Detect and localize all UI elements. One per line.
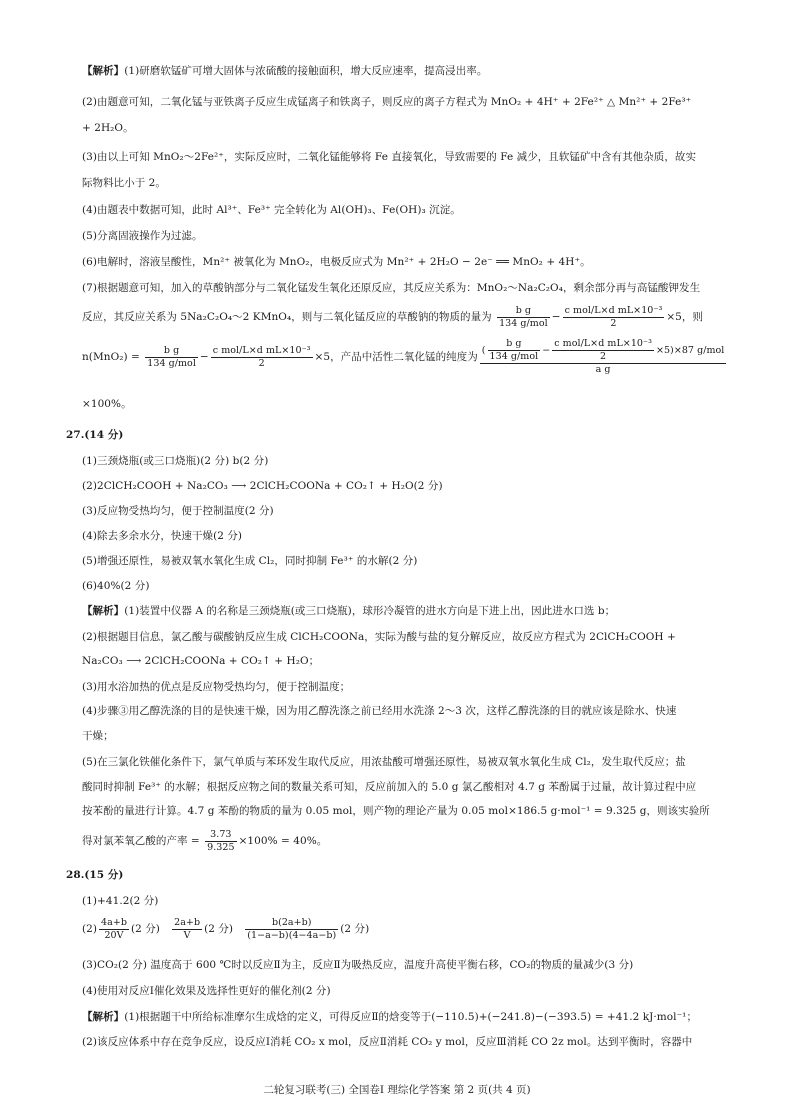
answer-line-formula	[82, 912, 722, 946]
analysis-line: (7)根据题意可知，加入的草酸钠部分与二氧化锰发生氧化还原反应，其反应关系为：MnO₂～Na₂C₂O₄，剩余部分再与高锰酸钾发生	[82, 282, 701, 294]
fraction-numerator: 3.73	[205, 829, 236, 842]
score-text: (2 分)	[340, 923, 370, 935]
analysis-line: + 2H₂O。	[82, 122, 134, 134]
fraction-numerator: b g	[497, 305, 550, 318]
analysis-line: (2)由题意可知，二氧化锰与亚铁离子反应生成锰离子和铁离子，则反应的离子方程式为 MnO₂ + 4H⁺ + 2Fe²⁺ △ Mn²⁺ + 2Fe³⁺	[82, 96, 692, 108]
answer-line: (2)2ClCH₂COOH + Na₂CO₃ ⟶ 2ClCH₂COONa + CO₂↑ + H₂O(2 分)	[82, 480, 443, 492]
formula-text: ×5，产品中活性二氧化锰的纯度为	[314, 351, 478, 363]
answer-line: (1)+41.2(2 分)	[82, 895, 159, 907]
analysis-text: 【解析】(1)研磨软锰矿可增大固体与浓硫酸的接触面积，增大反应速率，提高浸出率。	[82, 65, 488, 77]
answer-line: (5)增强还原性，易被双氧水氧化生成 Cl₂，同时抑制 Fe³⁺ 的水解(2 分)	[82, 555, 418, 567]
fraction-denominator: 2	[258, 357, 265, 369]
analysis-line: 【解析】(1)根据题干中所给标准摩尔生成焓的定义，可得反应Ⅱ的焓变等于(−110.5)+(−241.8)−(−393.5) = +41.2 kJ·mol⁻¹；	[82, 1011, 697, 1023]
yield-fraction	[205, 829, 236, 854]
formula-text: n(MnO₂) =	[82, 351, 144, 363]
fraction-denominator: 134 g/mol	[147, 357, 196, 369]
analysis-line: (4)由题表中数据可知，此时 Al³⁺、Fe³⁺ 完全转化为 Al(OH)₃、Fe(OH)₃ 沉淀。	[82, 204, 461, 216]
fraction-numerator: ( $\frac{\text{b g}}{\text{134 g/mol}}$ − $\frac{\text{c mol/L×d mL×10⁻³}}{2}$ ×5)×87 g/mol	[481, 338, 725, 362]
fraction	[563, 305, 665, 330]
fraction-numerator: 4a+b	[101, 916, 127, 928]
analysis-line: 【解析】(1)装置中仪器 A 的名称是三颈烧瓶(或三口烧瓶)，球形冷凝管的进水方向是下进上出，因此进水口选 b；	[82, 605, 616, 617]
purity-fraction	[480, 338, 727, 376]
fraction-denominator: 20V	[104, 929, 124, 941]
answer-line: (4)除去多余水分，快速干燥(2 分)	[82, 530, 243, 542]
fraction-denominator: (1−a−b)(4−4a−b)	[247, 929, 337, 941]
score-text: (2 分)	[204, 923, 234, 935]
analysis-line: 按苯酚的量进行计算。4.7 g 苯酚的物质的量为 0.05 mol，则产物的理论产量为 0.05 mol×186.5 g·mol⁻¹ = 9.325 g，则该实验所	[82, 805, 710, 817]
analysis-label: 【解析】	[82, 1011, 125, 1023]
score-text: (2 分)	[130, 923, 160, 935]
analysis-line: (6)电解时，溶液呈酸性，Mn²⁺ 被氧化为 MnO₂，电极反应式为 Mn²⁺ + 2H₂O − 2e⁻ ══ MnO₂ + 4H⁺。	[82, 256, 591, 268]
fraction-numerator: 2a+b	[174, 916, 201, 928]
analysis-line-formula	[82, 826, 722, 856]
analysis-line: (5)在三氯化铁催化条件下，氯气单质与苯环发生取代反应，用浓盐酸可增强还原性，易被双氧水氧化生成 Cl₂，发生取代反应；盐	[82, 756, 686, 768]
formula-text: 得对氯苯氧乙酸的产率 =	[82, 835, 204, 847]
fraction-numerator: c mol/L×d mL×10⁻³	[554, 338, 652, 349]
answer-line: (6)40%(2 分)	[82, 580, 150, 592]
fraction-denominator: 2	[600, 351, 607, 362]
analysis-line: (2)该反应体系中存在竞争反应，设反应Ⅰ消耗 CO₂ x mol，反应Ⅱ消耗 CO₂ y mol，反应Ⅲ消耗 CO 2z mol。达到平衡时，容器中	[82, 1036, 693, 1048]
analysis-line: 酸同时抑制 Fe³⁺ 的水解；根据反应物之间的数量关系可知，反应前加入的 5.0 g 氯乙酸相对 4.7 g 苯酚属于过量，故计算过程中应	[82, 781, 697, 793]
fraction-denominator: 2	[610, 317, 617, 329]
page-footer: 二轮复习联考(三) 全国卷Ⅰ 理综化学答案 第 2 页(共 4 页)	[263, 1084, 531, 1096]
fraction	[245, 917, 338, 942]
answer-line: (3)反应物受热均匀，便于控制温度(2 分)	[82, 505, 274, 517]
analysis-line: (4)步骤③用乙醇洗涤的目的是快速干燥，因为用乙醇洗涤之前已经用水洗涤 2～3 次，这样乙醇洗涤的目的就应该是除水、快速	[82, 705, 677, 717]
analysis-line: (2)根据题目信息，氯乙酸与碳酸钠反应生成 ClCH₂COONa，实际为酸与盐的复分解反应，故反应方程式为 2ClCH₂COOH +	[82, 631, 676, 643]
fraction-numerator: b(2a+b)	[245, 917, 338, 930]
formula-text: 反应，其反应关系为 5Na₂C₂O₄～2 KMnO₄，则与二氧化锰反应的草酸钠的物质的量为	[82, 311, 492, 323]
fraction-numerator: b g	[145, 345, 198, 358]
fraction	[145, 345, 198, 370]
formula-text: ×100% = 40%。	[238, 835, 328, 847]
answer-line: (1)三颈烧瓶(或三口烧瓶)(2 分) b(2 分)	[82, 455, 269, 467]
analysis-line: (3)由以上可知 MnO₂～2Fe²⁺，实际反应时，二氧化锰能够将 Fe 直接氧化，导致需要的 Fe 减少，且软锰矿中含有其他杂质，故实	[82, 151, 696, 163]
fraction-denominator: a g	[595, 364, 611, 375]
analysis-label: 【解析】	[82, 605, 125, 617]
answer-line: (3)CO₂(2 分) 温度高于 600 ℃时以反应Ⅱ为主，反应Ⅱ为吸热反应，温度升高使平衡右移，CO₂的物质的量减少(3 分)	[82, 959, 634, 971]
formula-text: (2)	[82, 923, 98, 935]
fraction-numerator: c mol/L×d mL×10⁻³	[212, 344, 311, 356]
fraction-denominator: 134 g/mol	[489, 351, 539, 362]
fraction-numerator: c mol/L×d mL×10⁻³	[564, 304, 663, 316]
analysis-line: 干燥；	[82, 730, 114, 742]
fraction	[497, 305, 550, 330]
fraction-numerator: b g	[488, 338, 541, 351]
question-heading-28: 28.(15 分)	[66, 869, 124, 881]
fraction	[99, 917, 129, 942]
fraction-denominator: 134 g/mol	[499, 317, 548, 329]
formula-text: ×87 g/mol	[673, 345, 725, 356]
fraction	[172, 917, 202, 942]
analysis-line	[82, 64, 722, 79]
analysis-line: Na₂CO₃ ⟶ 2ClCH₂COONa + CO₂↑ + H₂O；	[82, 655, 320, 667]
analysis-line-formula: 反应，其反应关系为 5Na₂C₂O₄～2 KMnO₄，则与二氧化锰反应的草酸钠的物质的量为 $\frac{\text{b g}}{\text{134 g/mol}}$ − $\frac{\text{c mol/L×d mL×10⁻³}}{2}$ ×5，则	[82, 304, 703, 329]
fraction	[211, 345, 313, 370]
analysis-line-formula: n(MnO₂) = $\frac{\text{b g}}{\text{134 g/mol}}$ − $\frac{\text{c mol/L×d mL×10⁻³}}{2}$ ×5，产品中活性二氧化锰的纯度为 ( $\frac{\text{b g}}{\text{134 g/mol}}$ − $\frac{\text{c mol/L×d mL×10⁻³}}{2}$ ×5)×87 g/mol a g	[82, 338, 725, 375]
question-heading-27: 27.(14 分)	[66, 429, 124, 441]
analysis-line: ×100%。	[82, 398, 132, 410]
analysis-line: 际物料比小于 2。	[82, 177, 166, 189]
analysis-line: (3)用水浴加热的优点是反应物受热均匀，便于控制温度；	[82, 681, 351, 693]
analysis-label: 【解析】	[82, 65, 125, 77]
fraction	[552, 338, 654, 363]
analysis-line: (5)分离固液操作为过滤。	[82, 230, 203, 242]
fraction	[488, 338, 541, 363]
fraction-denominator: 9.325	[207, 841, 235, 853]
answer-line: (4)使用对反应Ⅰ催化效果及选择性更好的催化剂(2 分)	[82, 985, 331, 997]
formula-text: ×5，则	[666, 311, 703, 323]
fraction-denominator: V	[183, 929, 191, 941]
